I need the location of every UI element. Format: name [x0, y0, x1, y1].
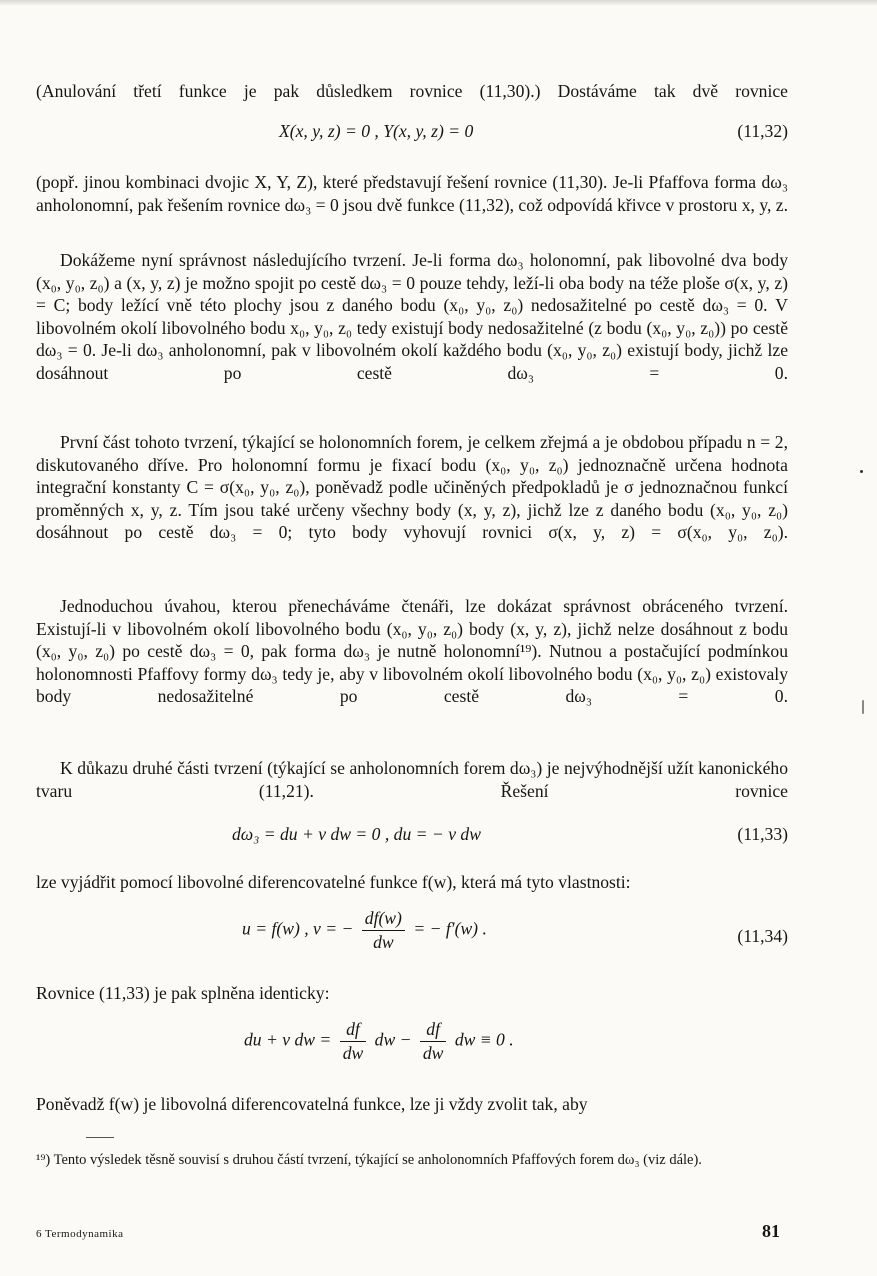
fraction-numerator: df — [340, 1019, 367, 1042]
equation-11-34-left: u = f(w) , v = − — [242, 918, 354, 939]
paragraph-1: (Anulování třetí funkce je pak důsledkem rovnice (11,30).) Dostáváme tak dvě rovnice — [36, 81, 788, 101]
equation-11-34-fraction — [362, 908, 405, 953]
paragraph-4: První část tohoto tvrzení, týkající se holonomních forem, je celkem zřejmá a je obdobou případu n = 2, diskutovaného dříve. Pro holonomní formu je fixací bodu (x₀, y₀, z₀) jednoznačně určena hodnota integrační konstanty C = σ(x₀, y₀, z₀), poněvadž podle učiněných předpokladů je σ jednoznačnou funkcí proměnných x, y, z. Tím jsou také určeny všechny body (x, y, z), jichž lze z daného bodu (x₀, y₀, z₀) dosáhnout po cestě dω₃ = 0; tyto body vyhovují rovnici σ(x, y, z) = σ(x₀, y₀, z₀). — [36, 432, 788, 543]
paragraph-2: (popř. jinou kombinaci dvojic X, Y, Z), které představují řešení rovnice (11,30). Je-li Pfaffova forma dω₃ anholonomní, pak řešením rovnice dω₃ = 0 jsou dvě funkce (11,32), což odpovídá křivce v prostoru x, y, z. — [36, 172, 788, 215]
equation-11-33-body: dω₃ = du + v dw = 0 , du = − v dw — [232, 824, 481, 844]
equation-11-32-number: (11,32) — [737, 121, 788, 141]
equation-11-34-number: (11,34) — [737, 926, 788, 946]
paper-speck — [862, 700, 864, 714]
paragraph-5: Jednoduchou úvahou, kterou přenecháváme čtenáři, lze dokázat správnost obráceného tvrzení. Existují-li v libovolném okolí libovolného bodu (x₀, y₀, z₀) body (x, y, z), jichž nelze dosáhnout z bodu (x₀, y₀, z₀) po cestě dω₃ = 0, pak forma dω₃ je nutně holonomní¹⁹). Nutnou a postačující podmínkou holonomnosti Pfaffovy formy dω₃ tedy je, aby v libovolném okolí libovolného bodu (x₀, y₀, z₀) existovaly body nedosažitelné po cestě dω₃ = 0. — [36, 596, 788, 707]
fraction-numerator: df(w) — [362, 908, 405, 931]
equation-11-32 — [36, 121, 788, 151]
identity-fraction-2 — [420, 1019, 447, 1064]
equation-11-33 — [36, 824, 788, 854]
paper-speck — [860, 470, 863, 473]
fraction-denominator: dw — [422, 1043, 444, 1063]
fraction-denominator: dw — [342, 1043, 364, 1063]
fraction-numerator: df — [420, 1019, 447, 1042]
page-number: 81 — [762, 1221, 780, 1241]
paragraph-9: Poněvadž f(w) je libovolná diferencovatelná funkce, lze ji vždy zvolit tak, aby — [36, 1094, 588, 1114]
equation-11-34-right: = − f′(w) . — [413, 918, 487, 939]
paragraph-6: K důkazu druhé části tvrzení (týkající se anholonomních forem dω₃) je nejvýhodnější užít kanonického tvaru (11,21). Řešení rovnice — [36, 758, 788, 801]
fraction-denominator: dw — [373, 932, 394, 952]
paragraph-7: lze vyjádřit pomocí libovolné diferencovatelné funkce f(w), která má tyto vlastnosti: — [36, 872, 631, 892]
footnote-rule — [86, 1137, 114, 1138]
identity-fraction-1 — [340, 1019, 367, 1064]
identity-right: dw ≡ 0 . — [454, 1029, 514, 1050]
equation-identity-body — [244, 1019, 514, 1064]
running-footer: 6 Termodynamika — [36, 1228, 124, 1240]
footnote-19: ¹⁹) Tento výsledek těsně souvisí s druhou částí tvrzení, týkající se anholonomních Pfaffových forem dω₃ (viz dále). — [36, 1152, 702, 1168]
equation-11-34 — [36, 908, 788, 968]
equation-11-34-body — [242, 908, 487, 953]
equation-11-33-number: (11,33) — [737, 824, 788, 844]
equation-identity — [36, 1019, 788, 1075]
equation-11-32-body: X(x, y, z) = 0 , Y(x, y, z) = 0 — [279, 121, 474, 141]
paragraph-8: Rovnice (11,33) je pak splněna identicky: — [36, 983, 330, 1003]
paragraph-3: Dokážeme nyní správnost následujícího tvrzení. Je-li forma dω₃ holonomní, pak libovolné dva body (x₀, y₀, z₀) a (x, y, z) je možno spojit po cestě dω₃ = 0 pouze tehdy, leží-li oba body na téže ploše σ(x, y, z) = C; body ležící vně této plochy jsou z daného bodu (x₀, y₀, z₀) nedosažitelné po cestě dω₃ = 0. V libovolném okolí libovolného bodu x₀, y₀, z₀ tedy existují body nedosažitelné (z bodu (x₀, y₀, z₀)) po cestě dω₃ = 0. Je-li dω₃ anholonomní, pak v libovolném okolí každého bodu (x₀, y₀, z₀) existují body, jichž lze dosáhnout po cestě dω₃ = 0. — [36, 250, 788, 383]
page-top-edge — [0, 0, 877, 6]
identity-middle: dw − — [374, 1029, 412, 1050]
identity-left: du + v dw = — [244, 1029, 332, 1050]
